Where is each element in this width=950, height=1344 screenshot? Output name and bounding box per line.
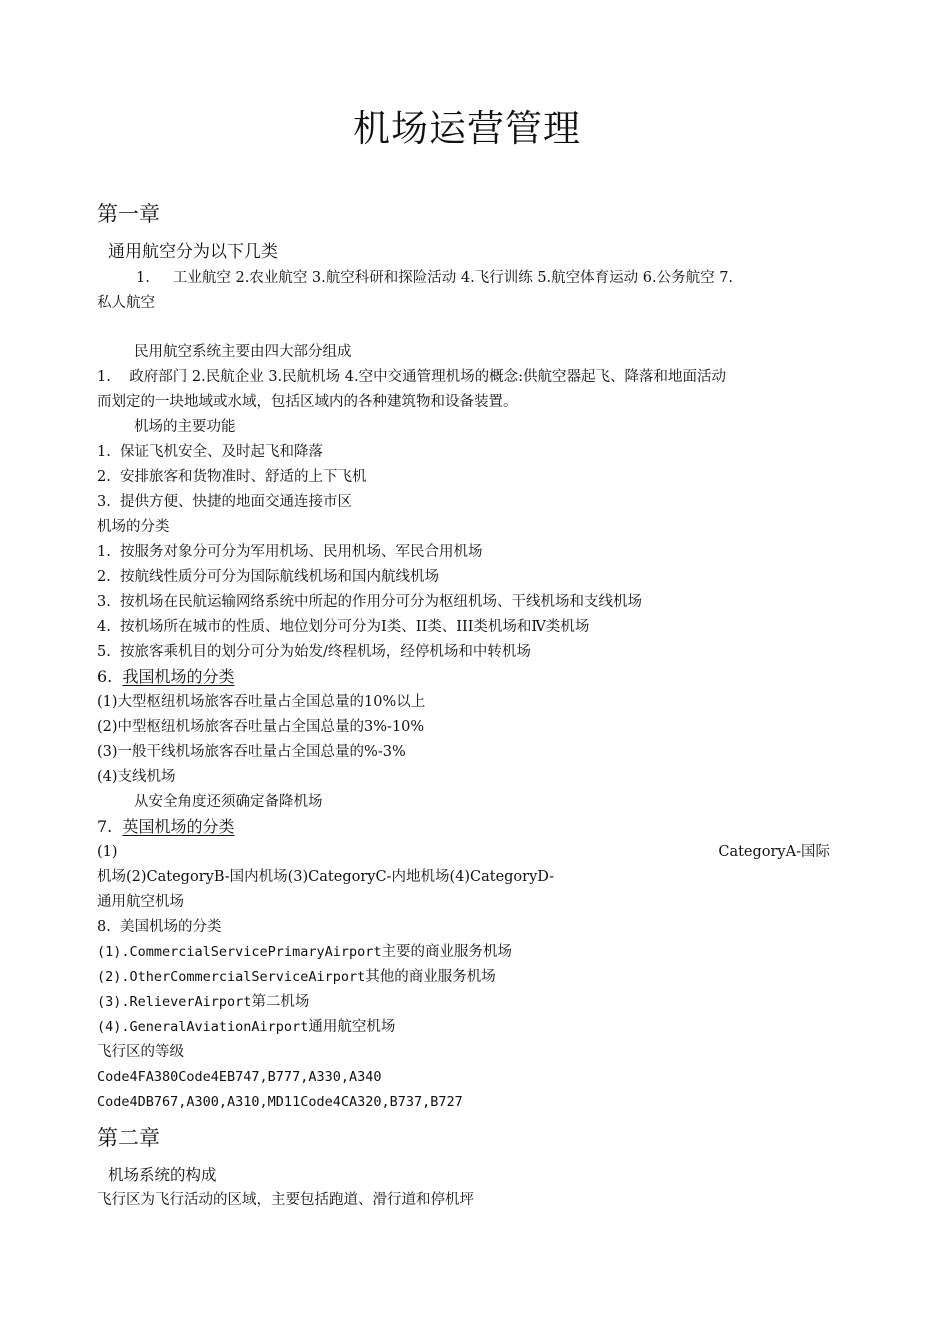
uk-heading-number: 7. — [97, 817, 123, 836]
china-item: (2)中型枢纽机场旅客吞吐量占全国总量的3%-10% — [97, 719, 425, 735]
us-item-desc: 通用航空机场 — [308, 1019, 396, 1035]
airside-description: 飞行区为飞行活动的区域，主要包括跑道、滑行道和停机坪 — [97, 1192, 474, 1208]
us-item-desc: 主要的商业服务机场 — [381, 944, 512, 960]
us-item-code: (3).RelieverAirport — [97, 994, 252, 1010]
ga-heading: 通用航空分为以下几类 — [108, 242, 278, 262]
function-item: 2. 安排旅客和货物准时、舒适的上下飞机 — [97, 469, 367, 485]
chapter-2-heading: 第二章 — [97, 1126, 160, 1150]
us-item — [97, 991, 309, 1013]
civil-heading: 民用航空系统主要由四大部分组成 — [134, 344, 352, 360]
uk-line-1-right: CategoryA-国际 — [718, 844, 830, 860]
classification-item: 1. 按服务对象分可分为军用机场、民用机场、军民合用机场 — [97, 544, 483, 560]
classification-item: 4. 按机场所在城市的性质、地位划分可分为Ⅰ类、II类、III类机场和Ⅳ类机场 — [97, 619, 590, 635]
aerodrome-code-line: Code4DB767,A300,A310,MD11Code4CA320,B737,B727 — [97, 1094, 463, 1110]
function-item: 1. 保证飞机安全、及时起飞和降落 — [97, 444, 324, 460]
us-item-desc: 第二机场 — [251, 994, 310, 1010]
china-item: (1)大型枢纽机场旅客吞吐量占全国总量的10%以上 — [97, 694, 426, 710]
us-item — [97, 1016, 395, 1038]
china-item: (4)支线机场 — [97, 769, 176, 785]
us-classification-heading: 8. 美国机场的分类 — [97, 919, 222, 935]
ga-line-1: 1. 工业航空 2.农业航空 3.航空科研和探险活动 4.飞行训练 5.航空体育运动 6.公务航空 7. — [136, 270, 734, 286]
classification-item: 5. 按旅客乘机目的划分可分为始发/终程机场，经停机场和中转机场 — [97, 644, 531, 660]
uk-line-2: 机场(2)CategoryB-国内机场(3)CategoryC-内地机场(4)CategoryD- — [97, 869, 555, 885]
classification-heading: 机场的分类 — [97, 519, 170, 535]
classification-item: 2. 按航线性质分可分为国际航线机场和国内航线机场 — [97, 569, 440, 585]
classification-item: 3. 按机场在民航运输网络系统中所起的作用分可分为枢纽机场、干线机场和支线机场 — [97, 594, 643, 610]
alternate-airport-note: 从安全角度还须确定备降机场 — [134, 794, 323, 810]
uk-line-3: 通用航空机场 — [97, 894, 184, 910]
functions-heading: 机场的主要功能 — [134, 419, 236, 435]
us-item-code: (2).OtherCommercialServiceAirport — [97, 969, 366, 985]
aerodrome-code-heading: 飞行区的等级 — [97, 1044, 184, 1060]
uk-line-1-left: (1) — [97, 844, 118, 860]
aerodrome-code-line: Code4FA380Code4EB747,B777,A330,A340 — [97, 1069, 382, 1085]
ga-line-2: 私人航空 — [97, 295, 155, 311]
function-item: 3. 提供方便、快捷的地面交通连接市区 — [97, 494, 353, 510]
uk-classification-heading — [97, 816, 234, 838]
china-heading-text: 我国机场的分类 — [122, 667, 235, 686]
chapter-1-heading: 第一章 — [97, 202, 160, 226]
us-item-code: (4).GeneralAviationAirport — [97, 1019, 309, 1035]
uk-heading-text: 英国机场的分类 — [122, 817, 235, 836]
document-title: 机场运营管理 — [353, 107, 581, 150]
us-item — [97, 941, 512, 963]
china-classification-heading — [97, 666, 234, 688]
us-item — [97, 966, 496, 988]
civil-line-1: 1. 政府部门 2.民航企业 3.民航机场 4.空中交通管理机场的概念:供航空器起飞、降落和地面活动 — [97, 369, 726, 385]
us-item-desc: 其他的商业服务机场 — [365, 969, 496, 985]
china-heading-number: 6. — [97, 667, 123, 686]
us-item-code: (1).CommercialServicePrimaryAirport — [97, 944, 382, 960]
civil-line-2: 而划定的一块地域或水域，包括区域内的各种建筑物和设备装置。 — [97, 394, 518, 410]
china-item: (3)一般干线机场旅客吞吐量占全国总量的%-3% — [97, 744, 406, 760]
system-composition-heading: 机场系统的构成 — [108, 1166, 217, 1184]
